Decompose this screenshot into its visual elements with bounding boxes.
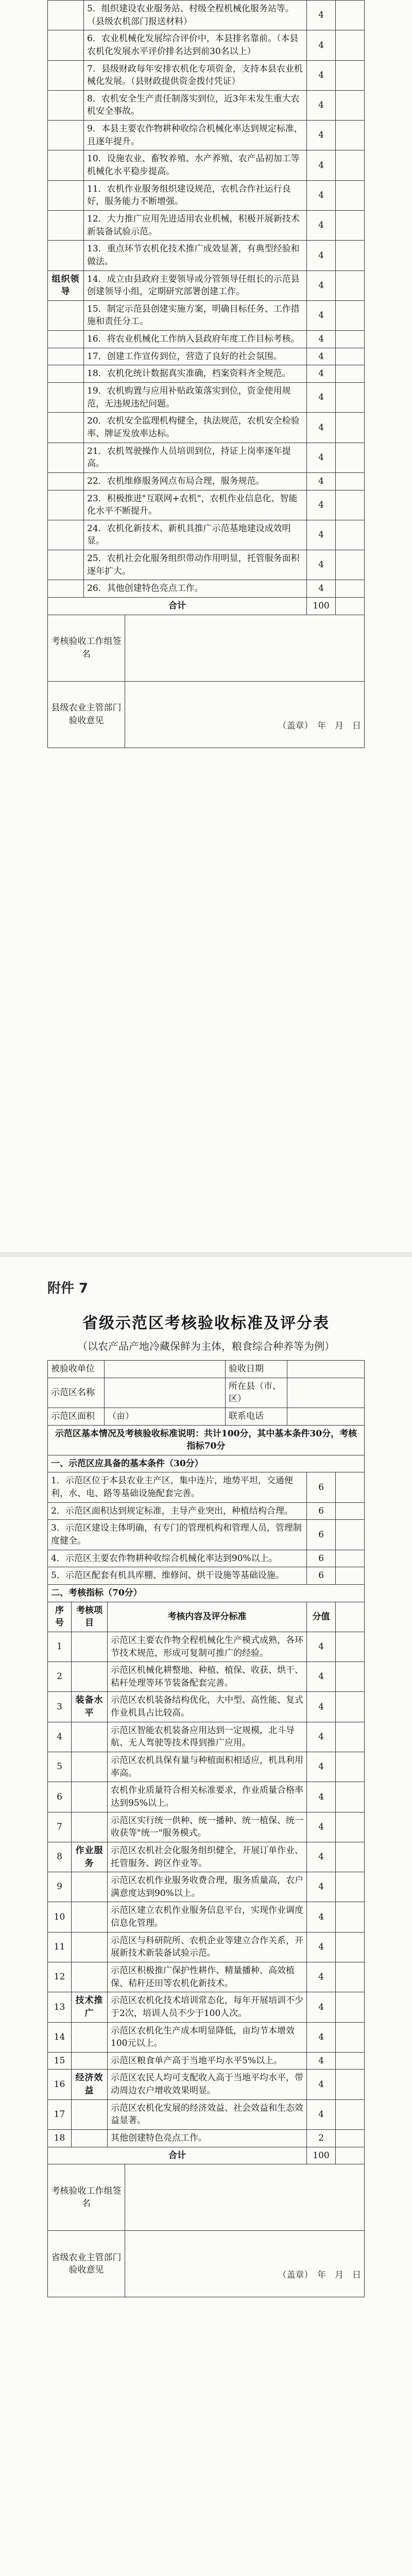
row-criterion: 示范区与科研院所、农机企业等建立合作关系，开展新技术新装备试验示范。 [108, 1932, 307, 1962]
row-criterion: 13．重点环节农机化技术推广成效显著，有典型经验和做法。 [84, 241, 307, 270]
row-category [48, 121, 84, 150]
row-category [72, 1662, 108, 1692]
sign1-area [125, 615, 365, 681]
table-row [48, 1842, 365, 1872]
row-got-score [336, 550, 365, 580]
row-max-score: 4 [307, 1812, 336, 1842]
row-got-score [336, 520, 365, 550]
indicator-table [47, 1602, 365, 2165]
row-criterion: 14．成立由县政府主要领导或分管领导任组长的示范县创建领导小组，定期研究部署创建工作。 [84, 270, 307, 300]
info-label: 联系电话 [226, 1408, 287, 1425]
row-max-score: 4 [307, 331, 336, 348]
row-category [48, 210, 84, 240]
row-max-score: 4 [307, 472, 336, 490]
row-got-score [336, 30, 365, 60]
table-row [48, 413, 365, 443]
row-category [72, 2022, 108, 2052]
table-row [48, 520, 365, 550]
row-category [48, 90, 84, 120]
row-max-score: 4 [307, 300, 336, 330]
table-row [48, 1550, 365, 1567]
notice-text: 示范区基本情况及考核验收标准说明：共计100分，其中基本条件30分，考核指标70分 [48, 1425, 365, 1455]
row-max-score: 4 [307, 2052, 336, 2070]
row-category [48, 365, 84, 383]
row-criterion: 16．将农业机械化工作纳入县政府年度工作目标考核。 [84, 331, 307, 348]
row-number: 2 [48, 1662, 72, 1692]
table-row [48, 30, 365, 60]
row-max-score: 4 [307, 520, 336, 550]
row-got-score [336, 1722, 365, 1752]
row-max-score: 6 [307, 1502, 336, 1520]
row-criterion: 5．组织建设农业服务站、村级全程机械化服务站等。（县级农机部门报送材料） [84, 1, 307, 30]
row-max-score: 4 [307, 1992, 336, 2022]
row-max-score: 4 [307, 2070, 336, 2099]
row-got-score [336, 210, 365, 240]
row-got-score [336, 2070, 365, 2099]
row-got-score [336, 1520, 365, 1550]
table-row [48, 1902, 365, 1932]
row-max-score: 4 [307, 1752, 336, 1782]
sign1-label: 考核验收工作组签名 [48, 615, 125, 681]
head-score: 分值 [307, 1602, 336, 1632]
table-row [48, 1567, 365, 1585]
row-got-score [336, 2052, 365, 2070]
row-max-score: 4 [307, 580, 336, 598]
row-category [48, 413, 84, 443]
row-category [72, 1872, 108, 1902]
row-max-score: 4 [307, 270, 336, 300]
attachment-label: 附件 7 [47, 1281, 89, 1296]
signature-table [47, 615, 365, 748]
row-criterion: 示范区农机作业服务收费合理，服务质量高，农户满意度达到90%以上。 [108, 1872, 307, 1902]
info-row [48, 1361, 365, 1378]
table-row [48, 2022, 365, 2052]
row-category [48, 180, 84, 210]
row-category: 组织领导 [48, 270, 84, 300]
row-max-score: 6 [307, 1567, 336, 1585]
row-got-score [336, 1550, 365, 1567]
row-got-score [336, 1992, 365, 2022]
row-category [48, 30, 84, 60]
row-category [72, 1722, 108, 1752]
info-label: 验收日期 [226, 1361, 287, 1378]
row-number: 7 [48, 1812, 72, 1842]
table-row [48, 180, 365, 210]
row-criterion: 18．农机化统计数据真实准确，档案资料齐全规范。 [84, 365, 307, 383]
row-criterion: 示范区农民人均可支配收入高于当地平均水平，带动周边农户增收效果明显。 [108, 2070, 307, 2099]
row-max-score: 4 [307, 180, 336, 210]
row-got-score [336, 580, 365, 598]
row-got-score [336, 180, 365, 210]
row-got-score [336, 2130, 365, 2147]
document-title: 省级示范区考核验收标准及评分表 [82, 1314, 330, 1332]
table-row [48, 1632, 365, 1662]
info-label: 示范区面积 [48, 1408, 105, 1425]
table-row [48, 348, 365, 365]
table-row [48, 550, 365, 580]
row-max-score: 4 [307, 1632, 336, 1662]
row-got-score [336, 90, 365, 120]
row-criterion: 24．农机化新技术、新机具推广示范基地建设成效明显。 [84, 520, 307, 550]
row-max-score: 6 [307, 1550, 336, 1567]
row-criterion: 示范区农机化发展的经济效益、社会效益和生态效益显著。 [108, 2099, 307, 2129]
row-criterion: 示范区主要农作物全程机械化生产模式成熟，各环节技术规范，形成可复制可推广的经验。 [108, 1632, 307, 1662]
row-number: 6 [48, 1782, 72, 1812]
row-category [72, 2130, 108, 2147]
row-number: 10 [48, 1902, 72, 1932]
table-row [48, 2052, 365, 2070]
table-row [48, 490, 365, 520]
row-criterion: 7．县级财政每年安排农机化专项资金，支持本县农业机械化发展。（县财政提供资金拨付凭证） [84, 60, 307, 90]
table-row [48, 472, 365, 490]
row-got-score [336, 1932, 365, 1962]
row-number: 14 [48, 2022, 72, 2052]
row-max-score: 4 [307, 121, 336, 150]
row-criterion: 示范区农机社会化服务组织健全，开展订单作业、托管服务、跨区作业等。 [108, 1842, 307, 1872]
row-max-score: 4 [307, 60, 336, 90]
table-row [48, 210, 365, 240]
table-row [48, 1662, 365, 1692]
sign2-label: 县级农业主管部门验收意见 [48, 681, 125, 748]
row-max-score: 4 [307, 1962, 336, 1992]
sign2-date: （盖章） 年 月 日 [278, 2270, 361, 2281]
row-category [72, 1932, 108, 1962]
row-category [72, 1752, 108, 1782]
row-criterion: 8．农机安全生产责任制落实到位，近3年未发生重大农机安全事故。 [84, 90, 307, 120]
table-row [48, 241, 365, 270]
row-number: 12 [48, 1962, 72, 1992]
row-got-score [336, 413, 365, 443]
row-max-score: 4 [307, 1842, 336, 1872]
row-max-score: 4 [307, 90, 336, 120]
sign2-area [125, 681, 365, 748]
sign2-date: （盖章） 年 月 日 [278, 720, 361, 731]
row-max-score: 4 [307, 383, 336, 413]
row-criterion: 示范区农机化技术培训常态化，每年开展培训不少于2次，培训人员不少于100人次。 [108, 1992, 307, 2022]
row-got-score [336, 1752, 365, 1782]
info-label: 示范区名称 [48, 1378, 105, 1408]
row-criterion: 11．农机作业服务组织建设规范，农机合作社运行良好，服务能力不断增强。 [84, 180, 307, 210]
row-got-score [336, 348, 365, 365]
table-row [48, 2130, 365, 2147]
attachment-7-sheet [0, 1252, 412, 2576]
table-row [48, 300, 365, 330]
row-category: 作业服务 [72, 1842, 108, 1872]
row-criterion: 20．农机安全监理机构健全，执法规范，农机安全检验率、牌证发放率达标。 [84, 413, 307, 443]
total-label: 合计 [48, 2147, 307, 2164]
row-max-score: 4 [307, 365, 336, 383]
row-max-score: 6 [307, 1472, 336, 1502]
row-got-score [336, 365, 365, 383]
table-row [48, 1962, 365, 1992]
row-max-score: 4 [307, 1692, 336, 1722]
info-value [287, 1378, 365, 1408]
row-max-score: 4 [307, 1, 336, 30]
row-category [48, 443, 84, 472]
info-label: 被验收单位 [48, 1361, 105, 1378]
row-got-score [336, 2099, 365, 2129]
row-criterion: 9．本县主要农作物耕种收综合机械化率达到规定标准，且逐年提升。 [84, 121, 307, 150]
row-criterion: 示范区建立农机作业服务信息平台，实现作业调度信息化管理。 [108, 1902, 307, 1932]
row-got-score [336, 241, 365, 270]
row-category: 经济效益 [72, 2070, 108, 2099]
row-got-score [336, 300, 365, 330]
head-text: 考核内容及评分标准 [108, 1602, 307, 1632]
row-category [48, 472, 84, 490]
row-category [48, 383, 84, 413]
document-subtitle: （以农产品产地冷藏保鲜为主体，粮食综合种养等为例） [77, 1340, 335, 1352]
row-category [72, 2099, 108, 2129]
row-criterion: 示范区粮食单产高于当地平均水平5%以上。 [108, 2052, 307, 2070]
row-category [48, 241, 84, 270]
row-got-score [336, 60, 365, 90]
row-criterion: 25．农机社会化服务组织带动作用明显，托管服务面积逐年扩大。 [84, 550, 307, 580]
row-max-score: 4 [307, 2022, 336, 2052]
row-number: 8 [48, 1842, 72, 1872]
row-category [72, 1902, 108, 1932]
row-got-score [336, 1472, 365, 1502]
row-criterion: 示范区智能农机装备应用达到一定规模，北斗导航、无人驾驶等技术得到推广应用。 [108, 1722, 307, 1752]
row-criterion: 19．农机购置与应用补贴政策落实到位，资金使用规范，无违规违纪问题。 [84, 383, 307, 413]
info-row [48, 1378, 365, 1408]
row-got-score [336, 1567, 365, 1585]
row-max-score: 4 [307, 1662, 336, 1692]
row-category [72, 1632, 108, 1662]
row-number: 9 [48, 1872, 72, 1902]
row-max-score: 4 [307, 1872, 336, 1902]
row-category [72, 1782, 108, 1812]
table-row [48, 1, 365, 30]
part2-title: 二、考核指标（70分） [48, 1584, 365, 1602]
row-criterion: 4．示范区主要农作物耕种收综合机械化率达到90%以上。 [48, 1550, 307, 1567]
row-criterion: 21．农机驾驶操作人员培训到位，持证上岗率逐年提高。 [84, 443, 307, 472]
row-number: 15 [48, 2052, 72, 2070]
row-number: 16 [48, 2070, 72, 2099]
table-row [48, 1472, 365, 1502]
row-max-score: 4 [307, 30, 336, 60]
table-row [48, 1782, 365, 1812]
info-value [287, 1408, 365, 1425]
row-criterion: 1．示范区位于本县农业主产区，集中连片，地势平坦，交通便利，水、电、路等基础设施配套完善。 [48, 1472, 307, 1502]
row-criterion: 示范区农机具保有量与种植面积相适应，机具利用率高。 [108, 1752, 307, 1782]
row-category [72, 2052, 108, 2070]
row-got-score [336, 270, 365, 300]
row-got-score [336, 1842, 365, 1872]
table-row [48, 60, 365, 90]
row-got-score [336, 1872, 365, 1902]
part1-title: 一、示范区应具备的基本条件（30分） [48, 1455, 365, 1472]
info-label: 所在县（市、区） [226, 1378, 287, 1408]
scoring-table [47, 0, 365, 615]
row-got-score [336, 121, 365, 150]
row-got-score [336, 1502, 365, 1520]
row-got-score [336, 1632, 365, 1662]
info-row [48, 1408, 365, 1425]
info-value [287, 1361, 365, 1378]
sign2-label: 省级农业主管部门验收意见 [48, 2231, 125, 2297]
table-row [48, 2099, 365, 2129]
table-row [48, 443, 365, 472]
table-row [48, 121, 365, 150]
row-criterion: 5．示范区配套有机具库棚、维修间、烘干设施等基础设施。 [48, 1567, 307, 1585]
signature-table [47, 2164, 365, 2297]
row-category [72, 1812, 108, 1842]
row-category: 技术推广 [72, 1992, 108, 2022]
row-category [72, 1962, 108, 1992]
row-max-score: 4 [307, 241, 336, 270]
row-criterion: 农机作业质量符合相关标准要求，作业质量合格率达到95%以上。 [108, 1782, 307, 1812]
table-row [48, 1692, 365, 1722]
row-criterion: 22．农机维修服务网点布局合理，服务规范。 [84, 472, 307, 490]
row-got-score [336, 1962, 365, 1992]
row-criterion: 示范区机械化耕整地、种植、植保、收获、烘干、秸秆处理等环节装备配套完善。 [108, 1662, 307, 1692]
row-criterion: 示范区积极推广保护性耕作、精量播种、高效植保、秸秆还田等农机化新技术。 [108, 1962, 307, 1992]
row-criterion: 示范区农机装备结构优化，大中型、高性能、复式作业机具占比较高。 [108, 1692, 307, 1722]
row-number: 11 [48, 1932, 72, 1962]
row-number: 1 [48, 1632, 72, 1662]
row-criterion: 示范区农机化生产成本明显降低，亩均节本增效100元以上。 [108, 2022, 307, 2052]
total-score: 100 [307, 597, 336, 615]
total-label: 合计 [48, 597, 307, 615]
row-max-score: 4 [307, 443, 336, 472]
row-criterion: 6．农业机械化发展综合评价中，本县排名靠前。（本县农机化发展水平评价排名达到前30名以上） [84, 30, 307, 60]
row-category [48, 490, 84, 520]
row-number: 13 [48, 1992, 72, 2022]
row-max-score: 4 [307, 348, 336, 365]
row-criterion: 26．其他创建特色亮点工作。 [84, 580, 307, 598]
row-max-score: 4 [307, 1782, 336, 1812]
row-category [48, 150, 84, 180]
info-table [47, 1360, 365, 1426]
row-criterion: 3．示范区建设主体明确，有专门的管理机构和管理人员，管理制度健全。 [48, 1520, 307, 1550]
total-row [48, 597, 365, 615]
table-row [48, 1932, 365, 1962]
row-got-score [336, 150, 365, 180]
row-category [48, 60, 84, 90]
row-got-score [336, 383, 365, 413]
row-criterion: 15．制定示范县创建实施方案，明确目标任务、工作措施和责任分工。 [84, 300, 307, 330]
row-max-score: 2 [307, 2130, 336, 2147]
row-max-score: 4 [307, 1932, 336, 1962]
row-got-score [336, 1662, 365, 1692]
table-row [48, 1992, 365, 2022]
total-score: 100 [307, 2147, 336, 2164]
table-row [48, 270, 365, 300]
row-max-score: 4 [307, 150, 336, 180]
row-category [48, 580, 84, 598]
row-category [48, 348, 84, 365]
row-max-score: 4 [307, 1902, 336, 1932]
row-got-score [336, 1, 365, 30]
row-max-score: 4 [307, 550, 336, 580]
table-row [48, 1872, 365, 1902]
row-criterion: 12．大力推广应用先进适用农业机械，积极开展新技术新装备试验示范。 [84, 210, 307, 240]
row-category: 装备水平 [72, 1692, 108, 1722]
row-got-score [336, 1812, 365, 1842]
row-criterion: 其他创建特色亮点工作。 [108, 2130, 307, 2147]
head-num: 序号 [48, 1602, 72, 1632]
row-category [48, 331, 84, 348]
row-category [48, 300, 84, 330]
row-max-score: 4 [307, 2099, 336, 2129]
table-row [48, 1520, 365, 1550]
basic-conditions-table [47, 1455, 365, 1602]
row-number: 4 [48, 1722, 72, 1752]
table-row [48, 580, 365, 598]
table-row [48, 365, 365, 383]
notice-table [47, 1425, 365, 1455]
row-number: 5 [48, 1752, 72, 1782]
info-value [105, 1378, 226, 1408]
row-got-score [336, 472, 365, 490]
row-number: 3 [48, 1692, 72, 1722]
row-criterion: 2．示范区面积达到规定标准，主导产业突出，种植结构合理。 [48, 1502, 307, 1520]
row-got-score [336, 1902, 365, 1932]
table-row [48, 383, 365, 413]
row-criterion: 17．创建工作宣传到位，营造了良好的社会氛围。 [84, 348, 307, 365]
table-row [48, 1722, 365, 1752]
table-row [48, 331, 365, 348]
row-criterion: 23．积极推进"互联网+农机"，农机作业信息化、智能化水平不断提升。 [84, 490, 307, 520]
row-max-score: 4 [307, 413, 336, 443]
table-row [48, 1502, 365, 1520]
row-criterion: 示范区实行统一供种、统一播种、统一植保、统一收获等"统一"服务模式。 [108, 1812, 307, 1842]
row-category [48, 520, 84, 550]
row-category [48, 1, 84, 30]
table-row [48, 150, 365, 180]
row-category [48, 550, 84, 580]
row-got-score [336, 490, 365, 520]
row-max-score: 6 [307, 1520, 336, 1550]
info-value: （亩） [105, 1408, 226, 1425]
row-max-score: 4 [307, 490, 336, 520]
row-got-score [336, 443, 365, 472]
table-row [48, 1752, 365, 1782]
table-row [48, 1812, 365, 1842]
row-max-score: 4 [307, 1722, 336, 1752]
row-got-score [336, 2022, 365, 2052]
sign1-label: 考核验收工作组签名 [48, 2164, 125, 2231]
row-got-score [336, 331, 365, 348]
row-number: 18 [48, 2130, 72, 2147]
table-row [48, 90, 365, 120]
row-got-score [336, 1692, 365, 1722]
scoring-sheet-continued [0, 0, 412, 1252]
row-number: 17 [48, 2099, 72, 2129]
row-max-score: 4 [307, 210, 336, 240]
info-value [105, 1361, 226, 1378]
row-criterion: 10．设施农业、畜牧养殖、水产养殖、农产品初加工等机械化水平稳步提高。 [84, 150, 307, 180]
row-got-score [336, 1782, 365, 1812]
table-row [48, 2070, 365, 2099]
head-cat: 考核项目 [72, 1602, 108, 1632]
